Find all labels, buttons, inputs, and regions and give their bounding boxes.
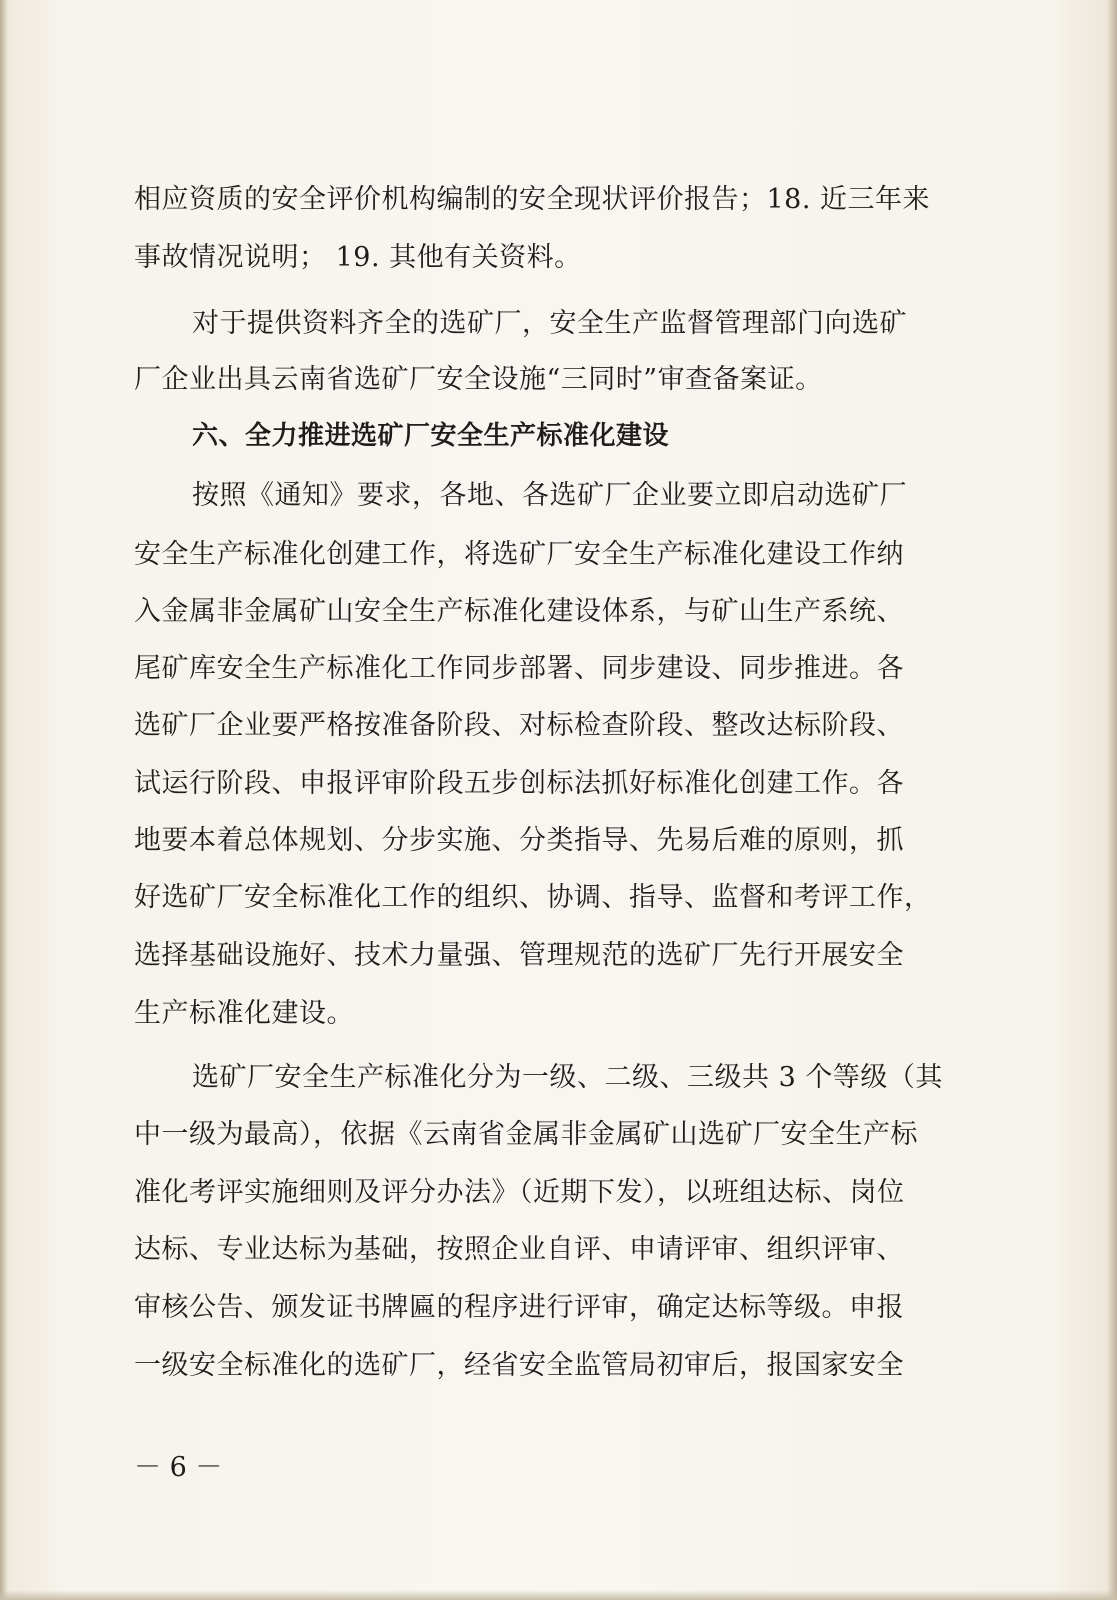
text-line: 选矿厂企业要严格按准备阶段、对标检查阶段、整改达标阶段、 <box>134 710 904 741</box>
text-line: 生产标准化建设。 <box>134 998 354 1029</box>
text-line: 一级安全标准化的选矿厂，经省安全监管局初审后，报国家安全 <box>134 1350 904 1381</box>
text-line: 中一级为最高），依据《云南省金属非金属矿山选矿厂安全生产标 <box>134 1119 918 1150</box>
paragraph-line: 选矿厂安全生产标准化分为一级、二级、三级共 3 个等级（其 <box>192 1062 943 1093</box>
page-number: － 6 － <box>134 1452 223 1483</box>
scan-edge-bottom <box>0 1590 1117 1600</box>
text-line: 入金属非金属矿山安全生产标准化建设体系，与矿山生产系统、 <box>134 596 904 627</box>
text-line: 好选矿厂安全标准化工作的组织、协调、指导、监督和考评工作， <box>134 882 932 913</box>
scan-edge-left <box>0 0 8 1600</box>
text-line: 安全生产标准化创建工作，将选矿厂安全生产标准化建设工作纳 <box>134 539 904 570</box>
text-line: 尾矿库安全生产标准化工作同步部署、同步建设、同步推进。各 <box>134 653 904 684</box>
text-line: 达标、专业达标为基础，按照企业自评、申请评审、组织评审、 <box>134 1234 904 1265</box>
scan-edge-right <box>1107 0 1117 1600</box>
text-line: 审核公告、颁发证书牌匾的程序进行评审，确定达标等级。申报 <box>134 1292 904 1323</box>
text-line: 地要本着总体规划、分步实施、分类指导、先易后难的原则，抓 <box>134 825 904 856</box>
text-line: 准化考评实施细则及评分办法》（近期下发），以班组达标、岗位 <box>134 1177 905 1208</box>
paragraph-line: 按照《通知》要求，各地、各选矿厂企业要立即启动选矿厂 <box>192 480 907 511</box>
text-line: 厂企业出具云南省选矿厂安全设施“三同时”审查备案证。 <box>134 364 823 395</box>
text-line: 试运行阶段、申报评审阶段五步创标法抓好标准化创建工作。各 <box>134 768 904 799</box>
text-line: 选择基础设施好、技术力量强、管理规范的选矿厂先行开展安全 <box>134 940 904 971</box>
paragraph-line: 对于提供资料齐全的选矿厂，安全生产监督管理部门向选矿 <box>192 308 907 339</box>
text-line: 事故情况说明； 19. 其他有关资料。 <box>134 242 582 273</box>
text-line: 相应资质的安全评价机构编制的安全现状评价报告；18. 近三年来 <box>134 184 931 215</box>
section-heading: 六、全力推进选矿厂安全生产标准化建设 <box>192 421 670 451</box>
